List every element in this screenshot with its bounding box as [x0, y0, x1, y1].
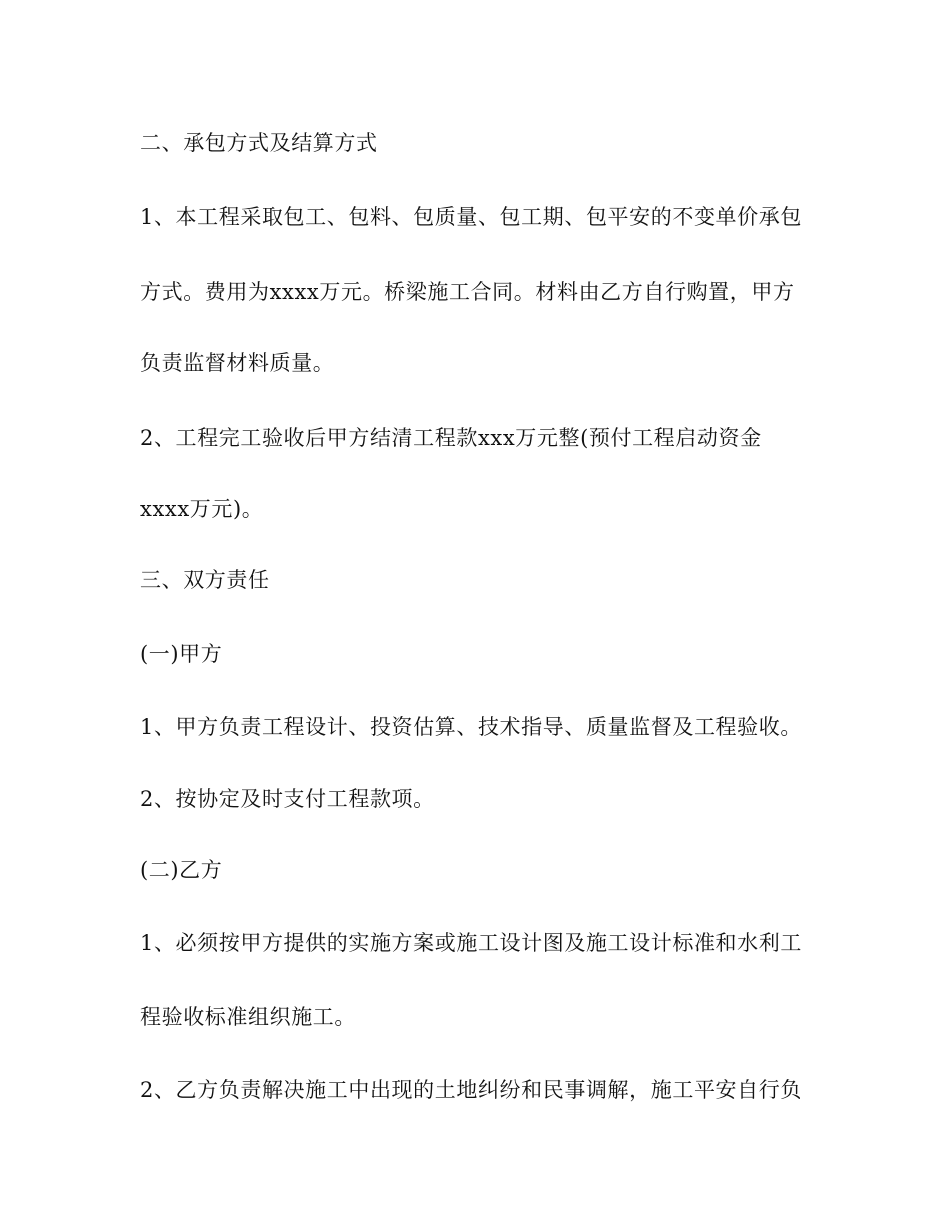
paragraph-line: 2、按协定及时支付工程款项。 — [140, 787, 435, 811]
paragraph-line: 1、本工程采取包工、包料、包质量、包工期、包平安的不变单价承包 — [140, 205, 802, 229]
paragraph-line: 1、必须按甲方提供的实施方案或施工设计图及施工设计标准和水利工 — [140, 931, 802, 955]
paragraph-line: 1、甲方负责工程设计、投资估算、技术指导、质量监督及工程验收。 — [140, 715, 802, 739]
paragraph-line: 负责监督材料质量。 — [140, 351, 335, 375]
paragraph-line: 方式。费用为xxxx万元。桥梁施工合同。材料由乙方自行购置，甲方 — [140, 280, 795, 304]
section-heading-contract-method: 二、承包方式及结算方式 — [140, 131, 378, 155]
paragraph-line: 2、工程完工验收后甲方结清工程款xxx万元整(预付工程启动资金 — [140, 426, 762, 450]
section-heading-responsibilities: 三、双方责任 — [140, 568, 270, 592]
subsection-heading-party-b: (二)乙方 — [140, 858, 223, 882]
paragraph-line: xxxx万元)。 — [140, 497, 264, 521]
subsection-heading-party-a: (一)甲方 — [140, 642, 223, 666]
paragraph-line: 2、乙方负责解决施工中出现的土地纠纷和民事调解，施工平安自行负 — [140, 1078, 802, 1102]
paragraph-line: 程验收标准组织施工。 — [140, 1005, 356, 1029]
